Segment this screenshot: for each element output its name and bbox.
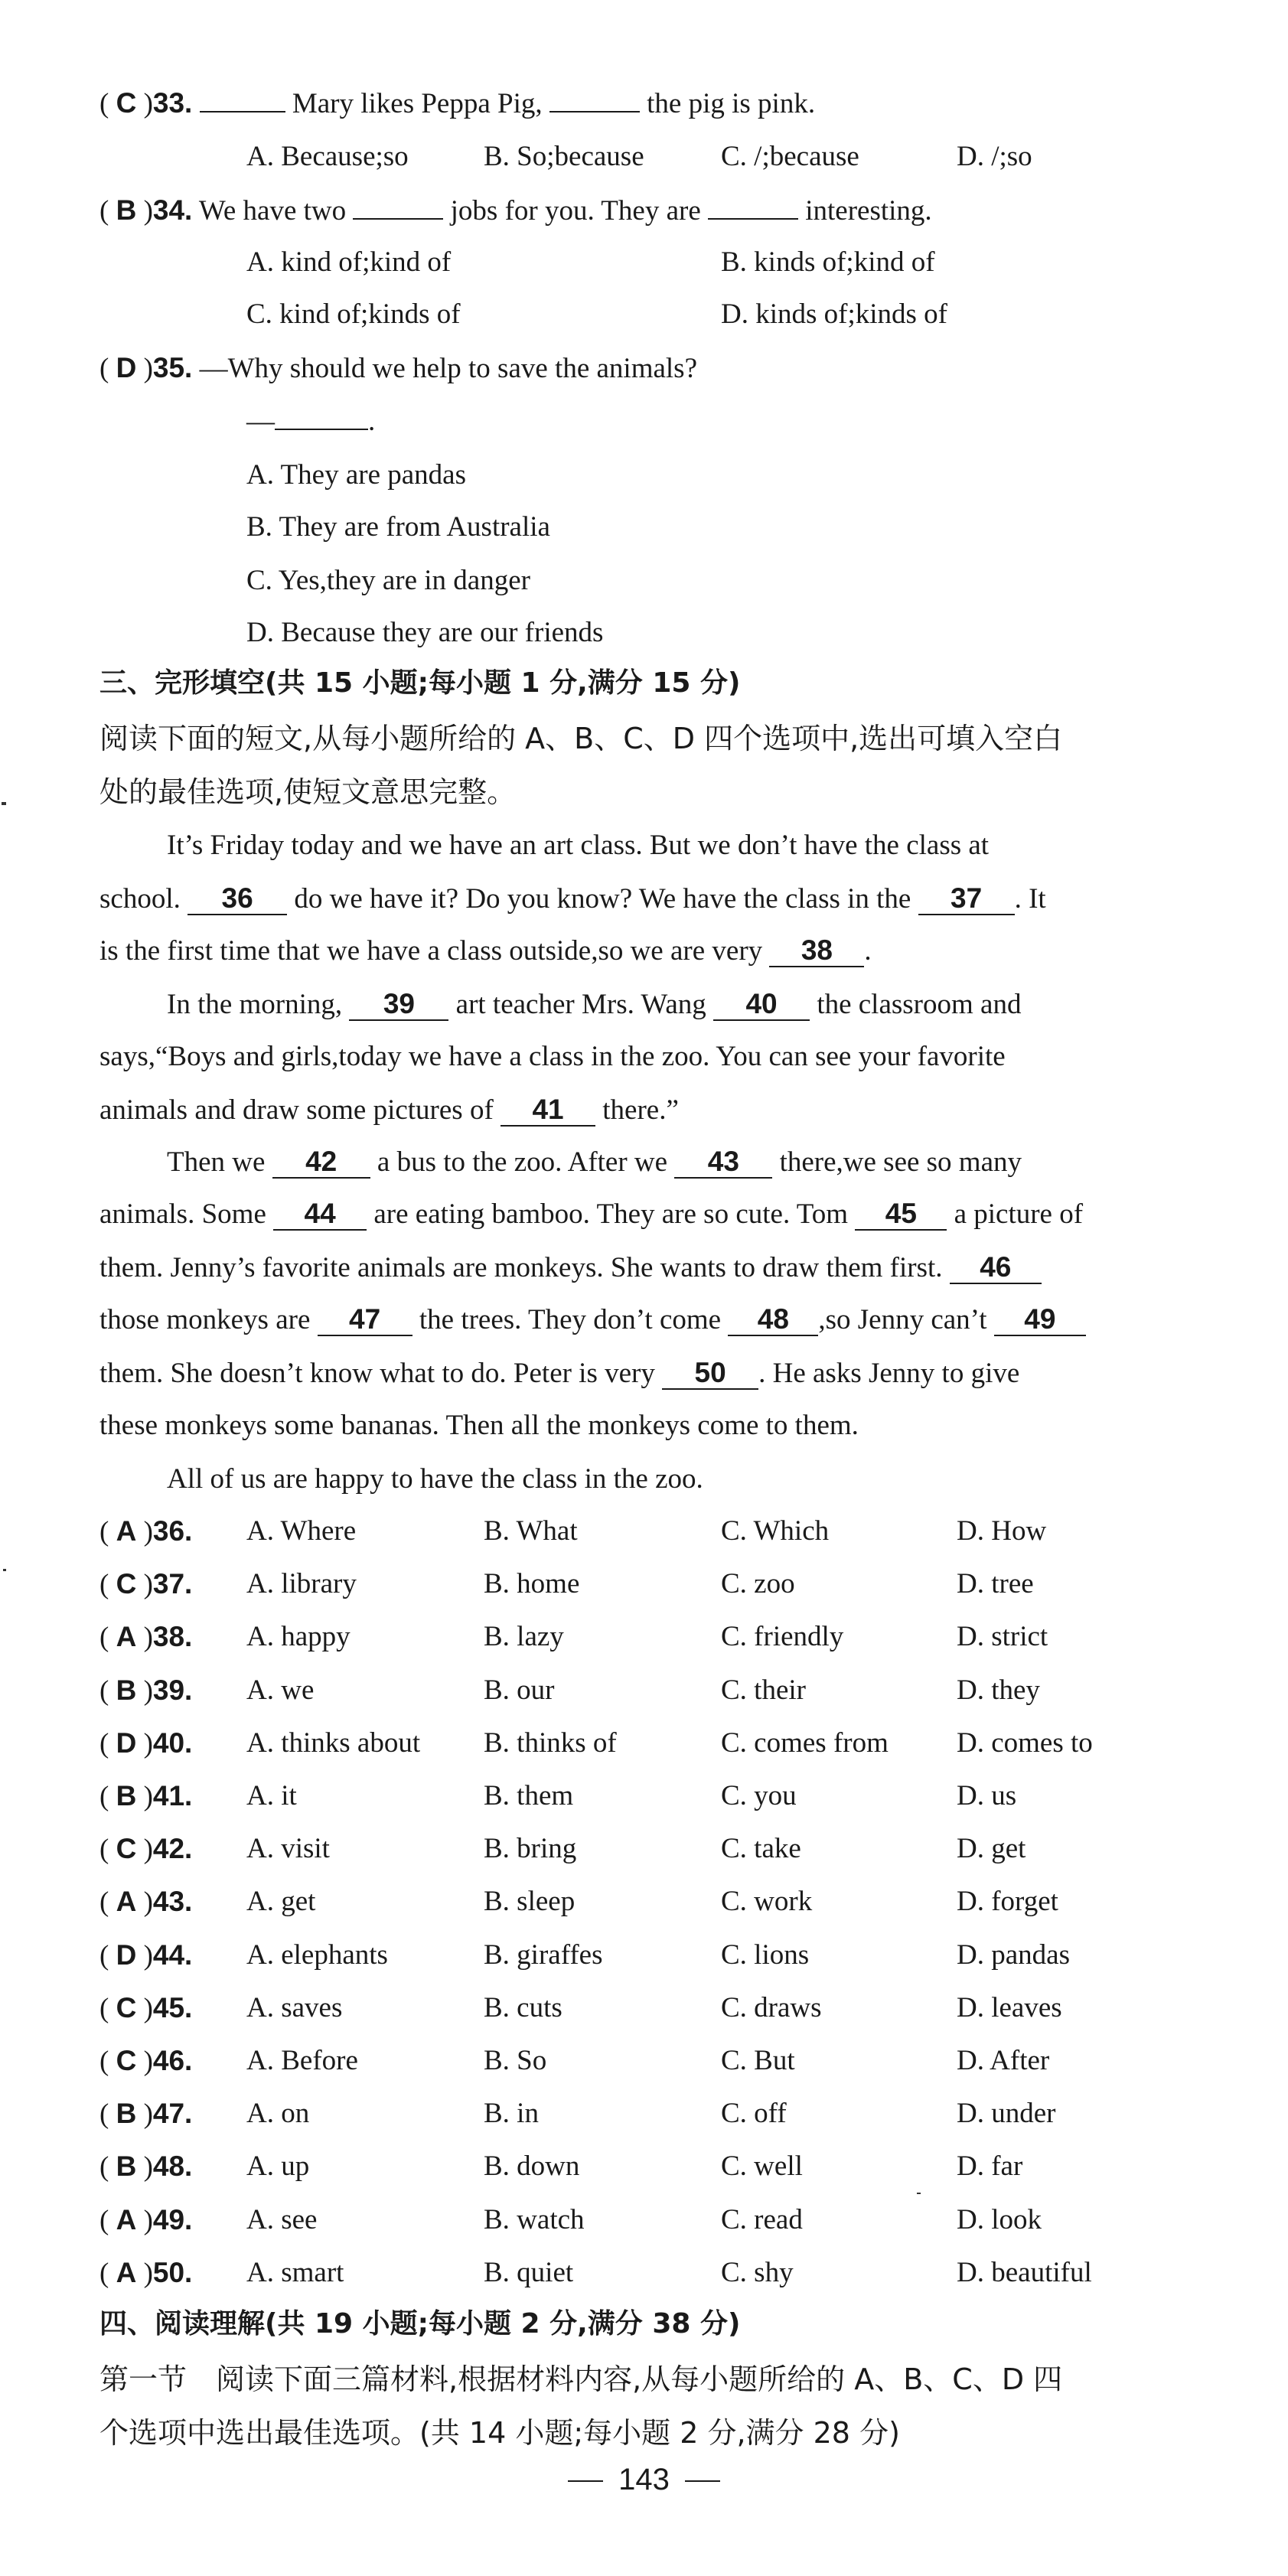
option-a: A. Because;so — [246, 141, 409, 172]
option-a: A. saves — [246, 1992, 343, 2023]
passage-line: school. 36 do we have it? Do you know? We have the class in the 37 . It — [99, 882, 1046, 915]
answer-blank[interactable] — [549, 86, 640, 112]
passage-line: Then we 42 a bus to the zoo. After we 43 there,we see so many — [167, 1146, 1022, 1178]
passage-line: In the morning, 39 art teacher Mrs. Wang 40 the classroom and — [167, 988, 1022, 1020]
option-d: D. tree — [957, 1568, 1034, 1599]
option-c: C. lions — [721, 1939, 810, 1971]
option-d: D. get — [957, 1833, 1026, 1864]
option-b: B. quiet — [484, 2257, 574, 2288]
section-4-title: 四、阅读理解(共 19 小题;每小题 2 分,满分 38 分) — [99, 2308, 741, 2340]
question-number: 40. — [152, 1727, 193, 1759]
cloze-row: ( A )43. — [99, 1886, 193, 1918]
blank-45[interactable]: 45 — [855, 1198, 947, 1231]
option-d: D. leaves — [957, 1992, 1062, 2023]
passage-line: them. Jenny’s favorite animals are monkeys. She wants to draw them first. 46 — [99, 1249, 1042, 1287]
cloze-answer: A — [116, 2204, 137, 2235]
option-c: C. take — [721, 1833, 801, 1864]
section-3-instruction: 处的最佳选项,使短文意思完整。 — [99, 775, 517, 809]
question-number: 46. — [152, 2045, 193, 2076]
option-a: A. smart — [246, 2257, 344, 2288]
blank-47[interactable]: 47 — [318, 1304, 412, 1336]
option-d: D. Because they are our friends — [246, 617, 604, 648]
question-number: 35. — [152, 352, 193, 383]
option-b: B. So;because — [484, 141, 644, 172]
option-b: B. cuts — [484, 1992, 562, 2023]
option-c: C. work — [721, 1886, 813, 1917]
cloze-answer: B — [116, 2150, 137, 2182]
question-number: 39. — [152, 1674, 193, 1706]
option-b: B. giraffes — [484, 1939, 603, 1971]
question-number: 38. — [152, 1621, 193, 1652]
dash-right — [685, 2480, 720, 2482]
question-number: 44. — [152, 1939, 193, 1971]
option-a: A. kind of;kind of — [246, 246, 452, 278]
blank-36[interactable]: 36 — [187, 883, 287, 915]
option-c: C. their — [721, 1674, 806, 1706]
answer-33: C — [116, 87, 137, 119]
option-c: C. shy — [721, 2257, 794, 2288]
blank-39[interactable]: 39 — [349, 989, 448, 1021]
passage-line: animals and draw some pictures of 41 there.” — [99, 1094, 679, 1126]
option-b: B. home — [484, 1568, 580, 1599]
option-c: C. Yes,they are in danger — [246, 565, 530, 596]
reply-line: — . — [246, 406, 376, 437]
option-b: B. kinds of;kind of — [721, 246, 935, 278]
option-d: D. far — [957, 2150, 1023, 2182]
option-d: D. forget — [957, 1886, 1058, 1917]
question-number: 45. — [152, 1992, 193, 2023]
option-a: A. Where — [246, 1515, 357, 1547]
cloze-answer: B — [116, 1780, 137, 1811]
option-d: D. strict — [957, 1621, 1048, 1652]
option-d: D. After — [957, 2045, 1050, 2076]
cloze-row: ( A )36. — [99, 1515, 193, 1547]
passage-line: It’s Friday today and we have an art class. But we don’t have the class at — [167, 830, 990, 861]
cloze-row: ( D )40. — [99, 1727, 193, 1759]
cloze-answer: D — [116, 1727, 137, 1759]
cloze-row: ( D )44. — [99, 1939, 193, 1971]
option-b: B. down — [484, 2150, 580, 2182]
option-a: A. elephants — [246, 1939, 388, 1971]
option-c: C. But — [721, 2045, 795, 2076]
option-b: B. thinks of — [484, 1727, 617, 1759]
blank-46[interactable]: 46 — [950, 1252, 1042, 1284]
option-a: A. visit — [246, 1833, 330, 1864]
section-3-title: 三、完形填空(共 15 小题;每小题 1 分,满分 15 分) — [99, 667, 741, 699]
passage-line: All of us are happy to have the class in the zoo. — [167, 1463, 703, 1495]
option-a: A. we — [246, 1674, 315, 1706]
answer-blank[interactable] — [275, 404, 368, 430]
option-b: B. them — [484, 1780, 574, 1811]
question-number: 42. — [152, 1833, 193, 1864]
option-a: A. thinks about — [246, 1727, 421, 1759]
cloze-row: ( C )46. — [99, 2045, 193, 2077]
option-b: B. watch — [484, 2204, 585, 2235]
question-33: ( C )33. Mary likes Peppa Pig, the pig is pink. — [99, 87, 816, 119]
option-d: D. beautiful — [957, 2257, 1092, 2288]
passage-line: animals. Some 44 are eating bamboo. They are so cute. Tom 45 a picture of — [99, 1198, 1084, 1230]
option-c: C. you — [721, 1780, 797, 1811]
option-b: B. sleep — [484, 1886, 576, 1917]
option-a: A. see — [246, 2204, 318, 2235]
cloze-row: ( A )50. — [99, 2257, 193, 2289]
blank-42[interactable]: 42 — [272, 1146, 370, 1179]
question-number: 34. — [152, 194, 193, 226]
cloze-row: ( B )47. — [99, 2098, 193, 2130]
option-b: B. What — [484, 1515, 578, 1547]
option-d: D. /;so — [957, 141, 1032, 172]
cloze-row: ( A )38. — [99, 1621, 193, 1653]
option-c: C. zoo — [721, 1568, 795, 1599]
blank-37[interactable]: 37 — [918, 883, 1015, 915]
option-a: A. They are pandas — [246, 459, 466, 491]
scan-speck — [3, 1569, 6, 1571]
option-c: C. draws — [721, 1992, 822, 2023]
option-d: D. under — [957, 2098, 1056, 2129]
option-b: B. bring — [484, 1833, 577, 1864]
option-d: D. How — [957, 1515, 1047, 1547]
cloze-answer: C — [116, 1992, 137, 2023]
option-c: C. Which — [721, 1515, 830, 1547]
cloze-answer: A — [116, 1515, 137, 1547]
option-a: A. on — [246, 2098, 310, 2129]
blank-41[interactable]: 41 — [501, 1094, 595, 1127]
passage-line: them. She doesn’t know what to do. Peter is very 50 . He asks Jenny to give — [99, 1357, 1020, 1389]
option-b: B. lazy — [484, 1621, 564, 1652]
section-4-instruction: 个选项中选出最佳选项。(共 14 小题;每小题 2 分,满分 28 分) — [99, 2416, 900, 2450]
cloze-row: ( B )48. — [99, 2150, 193, 2183]
option-d: D. comes to — [957, 1727, 1093, 1759]
blank-38[interactable]: 38 — [769, 935, 864, 967]
question-number: 41. — [152, 1780, 193, 1811]
blank-43[interactable]: 43 — [674, 1146, 772, 1179]
question-number: 50. — [152, 2257, 193, 2288]
option-a: A. up — [246, 2150, 310, 2182]
cloze-row: ( B )41. — [99, 1780, 193, 1812]
section-3-instruction: 阅读下面的短文,从每小题所给的 A、B、C、D 四个选项中,选出可填入空白 — [99, 722, 1063, 755]
blank-50[interactable]: 50 — [662, 1358, 758, 1390]
option-c: C. off — [721, 2098, 787, 2129]
option-a: A. it — [246, 1780, 297, 1811]
option-c: C. well — [721, 2150, 803, 2182]
blank-48[interactable]: 48 — [728, 1304, 818, 1336]
answer-35: D — [116, 352, 137, 383]
question-number: 37. — [152, 1568, 193, 1599]
blank-40[interactable]: 40 — [713, 989, 810, 1021]
scan-speck — [2, 802, 6, 805]
option-b: B. They are from Australia — [246, 511, 550, 543]
option-d: D. they — [957, 1674, 1040, 1706]
option-c: C. comes from — [721, 1727, 889, 1759]
blank-49[interactable]: 49 — [994, 1304, 1086, 1336]
cloze-row: ( C )42. — [99, 1833, 193, 1865]
question-number: 48. — [152, 2150, 193, 2182]
option-b: B. our — [484, 1674, 555, 1706]
option-a: A. Before — [246, 2045, 358, 2076]
cloze-answer: A — [116, 1621, 137, 1652]
passage-line: is the first time that we have a class outside,so we are very 38 . — [99, 934, 872, 967]
question-number: 49. — [152, 2204, 193, 2235]
option-d: D. us — [957, 1780, 1017, 1811]
answer-blank[interactable] — [708, 194, 798, 220]
option-d: D. pandas — [957, 1939, 1070, 1971]
question-number: 43. — [152, 1886, 193, 1917]
passage-line: says,“Boys and girls,today we have a class in the zoo. You can see your favorite — [99, 1041, 1006, 1072]
option-b: B. So — [484, 2045, 547, 2076]
option-a: A. get — [246, 1886, 316, 1917]
option-c: C. friendly — [721, 1621, 844, 1652]
cloze-answer: B — [116, 2098, 137, 2129]
question-35: ( D )35. —Why should we help to save the animals? — [99, 352, 698, 384]
cloze-answer: C — [116, 2045, 137, 2076]
passage-line: these monkeys some bananas. Then all the monkeys come to them. — [99, 1410, 859, 1441]
dash-left — [568, 2480, 603, 2482]
option-b: B. in — [484, 2098, 539, 2129]
option-a: A. happy — [246, 1621, 351, 1652]
cloze-answer: C — [116, 1568, 137, 1599]
question-34: ( B )34. We have two jobs for you. They are interesting. — [99, 194, 932, 227]
option-c: C. kind of;kinds of — [246, 298, 461, 330]
cloze-answer: C — [116, 1833, 137, 1864]
page-number: 143 — [0, 2463, 1288, 2497]
answer-blank[interactable] — [353, 194, 443, 220]
cloze-answer: A — [116, 1886, 137, 1917]
option-c: C. read — [721, 2204, 803, 2235]
answer-blank[interactable] — [200, 86, 285, 112]
option-c: C. /;because — [721, 141, 859, 172]
cloze-answer: D — [116, 1939, 137, 1971]
option-d: D. kinds of;kinds of — [721, 298, 947, 330]
question-number: 33. — [152, 87, 193, 119]
scan-speck — [917, 2193, 921, 2194]
cloze-row: ( A )49. — [99, 2204, 193, 2236]
cloze-row: ( B )39. — [99, 1674, 193, 1707]
question-number: 36. — [152, 1515, 193, 1547]
option-a: A. library — [246, 1568, 357, 1599]
cloze-row: ( C )37. — [99, 1568, 193, 1600]
cloze-row: ( C )45. — [99, 1992, 193, 2024]
blank-44[interactable]: 44 — [273, 1198, 367, 1231]
option-d: D. look — [957, 2204, 1042, 2235]
cloze-answer: B — [116, 1674, 137, 1706]
passage-line: those monkeys are 47 the trees. They don’t come 48 ,so Jenny can’t 49 — [99, 1301, 1086, 1339]
question-number: 47. — [152, 2098, 193, 2129]
answer-34: B — [116, 194, 137, 226]
section-4-instruction: 第一节 阅读下面三篇材料,根据材料内容,从每小题所给的 A、B、C、D 四 — [99, 2362, 1063, 2396]
cloze-answer: A — [116, 2257, 137, 2288]
